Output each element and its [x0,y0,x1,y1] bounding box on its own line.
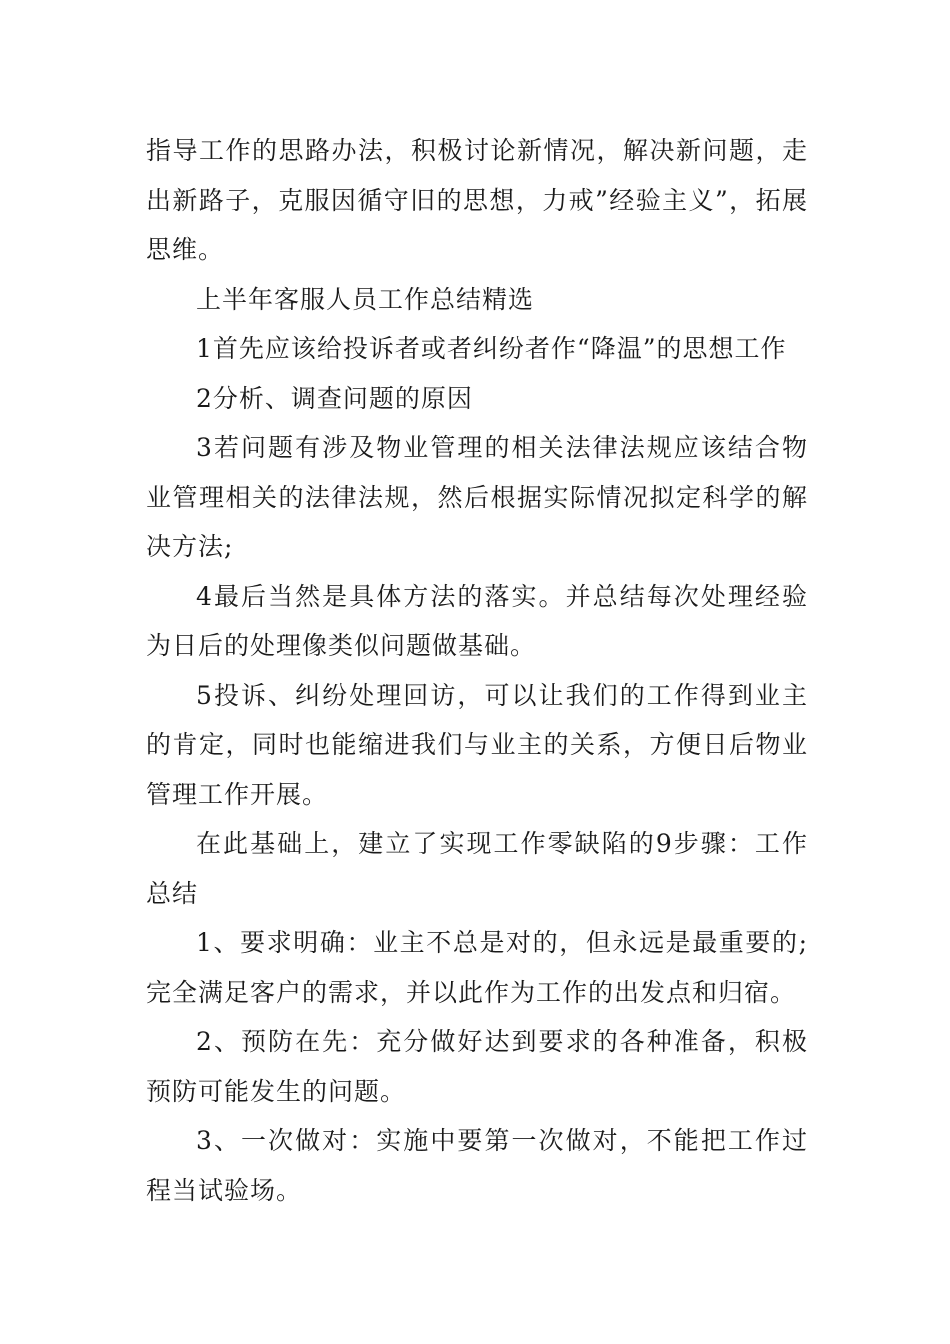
document-body [146,126,808,1215]
list-item-4: 4最后当然是具体方法的落实。并总结每次处理经验为日后的处理像类似问题做基础。 [146,581,808,660]
step-3: 3、一次做对：实施中要第一次做对，不能把工作过程当试验场。 [146,1126,808,1205]
paragraph-continuation: 指导工作的思路办法，积极讨论新情况，解决新问题，走出新路子，克服因循守旧的思想，力戒”经验主义”，拓展思维。 [146,136,808,264]
list-item-3: 3若问题有涉及物业管理的相关法律法规应该结合物业管理相关的法律法规，然后根据实际情况拟定科学的解决方法; [146,433,808,561]
section-title: 上半年客服人员工作总结精选 [196,284,535,314]
list-item-5: 5投诉、纠纷处理回访，可以让我们的工作得到业主的肯定，同时也能缩进我们与业主的关系，方便日后物业管理工作开展。 [146,680,808,809]
step-1: 1、要求明确：业主不总是对的，但永远是最重要的;完全满足客户的需求，并以此作为工作的出发点和归宿。 [146,928,808,1007]
list-item-1: 1首先应该给投诉者或者纠纷者作“降温”的思想工作 [196,334,787,363]
list-item-2: 2分析、调查问题的原因 [196,383,473,413]
step-2: 2、预防在先：充分做好达到要求的各种准备，积极预防可能发生的问题。 [146,1027,808,1106]
steps-intro: 在此基础上，建立了实现工作零缺陷的9步骤：工作总结 [146,829,808,908]
